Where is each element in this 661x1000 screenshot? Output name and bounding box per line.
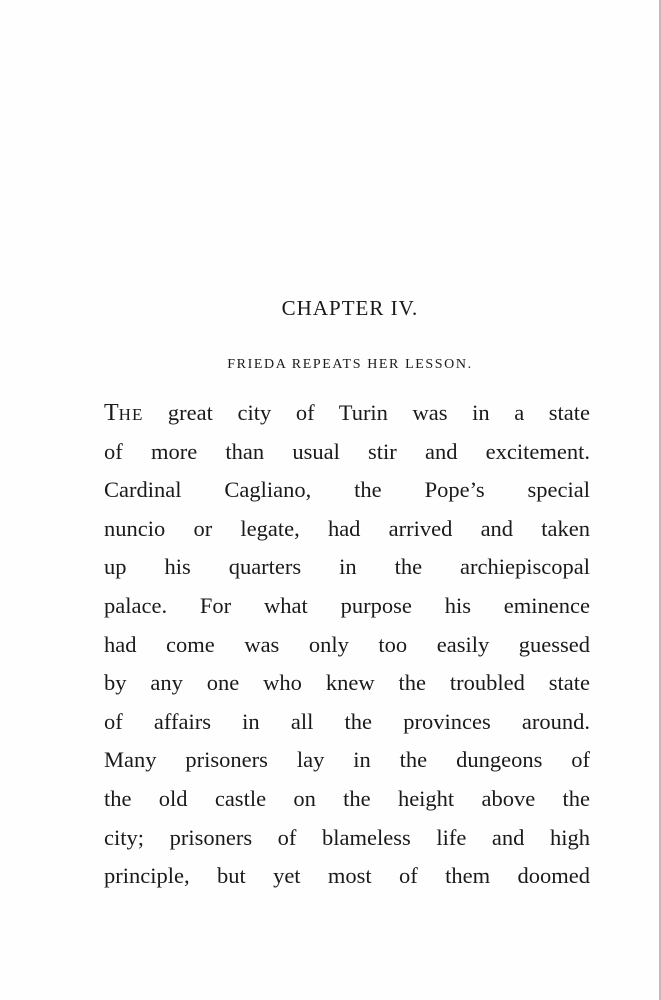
text-line-11: the old castle on the height above the [104, 785, 590, 811]
lead-capital: T [104, 400, 119, 426]
text-line-4: nuncio or legate, had arrived and taken [104, 515, 590, 541]
text-line-10: Many prisoners lay in the dungeons of [104, 747, 590, 773]
line-1-text: great city of Turin was in a state [143, 400, 590, 425]
chapter-title: CHAPTER IV. [281, 296, 419, 320]
text-line-5: up his quarters in the archiepiscopal [104, 554, 590, 580]
text-line-13: principle, but yet most of them doomed [104, 863, 590, 889]
text-line-2: of more than usual stir and excitement. [104, 438, 590, 464]
text-line-7: had come was only too easily guessed [104, 631, 590, 657]
text-line-1 [104, 394, 590, 433]
text-line-8: by any one who knew the troubled state [104, 670, 590, 696]
text-line-12: city; prisoners of blameless life and high [104, 824, 590, 850]
text-line-3: Cardinal Cagliano, the Pope’s special [104, 477, 590, 503]
chapter-subtitle: FRIEDA REPEATS HER LESSON. [227, 357, 473, 372]
body-paragraph [104, 394, 590, 896]
text-line-6: palace. For what purpose his eminence [104, 592, 590, 618]
text-line-9: of affairs in all the provinces around. [104, 708, 590, 734]
lead-smallcaps: HE [118, 405, 144, 424]
